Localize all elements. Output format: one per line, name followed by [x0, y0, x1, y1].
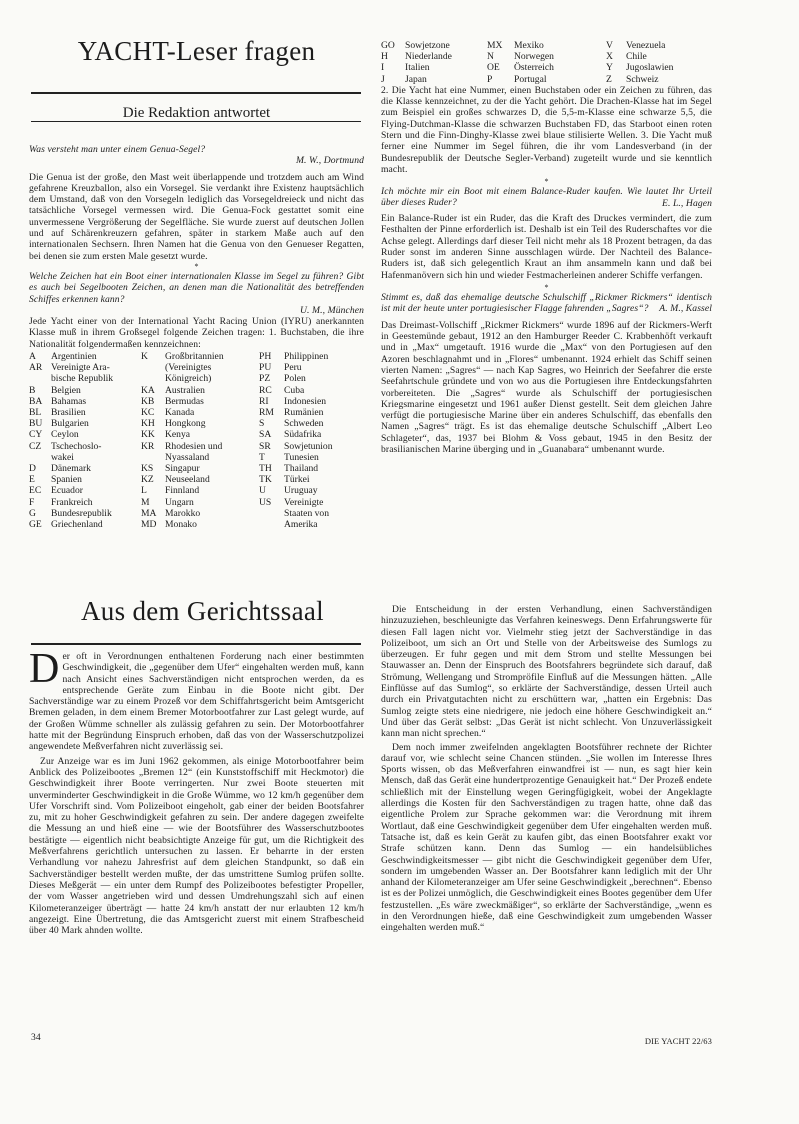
- nation-name: Frankreich: [51, 496, 93, 508]
- nation-code: KZ: [141, 474, 154, 486]
- nation-name: Kenya: [165, 429, 191, 441]
- nation-code: [141, 373, 165, 384]
- nation-name: Neuseeland: [165, 474, 210, 486]
- nation-name: Japan: [405, 73, 427, 85]
- nation-name: Spanien: [51, 474, 82, 486]
- nation-name: Österreich: [514, 62, 554, 74]
- nation-name: Tunesien: [284, 451, 319, 463]
- nation-code: MX: [487, 40, 503, 51]
- nation-name: Vereinigte: [284, 496, 324, 508]
- answer-4: Das Dreimast-Vollschiff „Rickmer Rickmers“ wurde 1896 auf der Rickmers-Werft in Geestemünde gebaut, 1912 an den Hamburger Reeder C. Krabbenhöft verkauft und in „Max“ umgetauft. 1916 wurde die „Max“ von den Portugiesen auf den Azoren beschlagnahmt und in „Flores“ umbenannt. 1924 erhielt das Schiff seinen vierten Namen: „Sagres“ — nach Kap Sagres, wo Heinrich der Seefahrer die erste Seefahrtschule gründete und von wo aus die Portugiesen ihre Entdeckungsfahrten vorbereiteten. Die „Sagres“ wurde als Schulschiff der portugiesischen Kriegsmarine eingesetzt und 1961 außer Dienst gestellt. Seit dem gleichen Jahre verfügt die portugiesische Marine über ein anderes Schulschiff, das ebenfalls den Namen „Sagres“ trägt. Es ist das ehemalige deutsche Schulschiff „Albert Leo Schlageter“, das, 1937 bei Blohm & Voss gebaut, 1945 in den Besitz der brasilianischen Marine überging und in „Guanabara“ umbenannt wurde.: [381, 319, 712, 456]
- nation-name: Tschechoslo-: [51, 440, 102, 452]
- nation-code: RC: [259, 384, 272, 396]
- nation-name: Argentinien: [51, 351, 97, 363]
- separator-star: *: [544, 282, 549, 292]
- nation-code: Z: [606, 73, 612, 85]
- nation-name: Türkei: [284, 474, 310, 486]
- left-column-top: [29, 20, 364, 530]
- answer-2: Jede Yacht einer von der International Yacht Racing Union (IYRU) anerkannten Klasse muß in ihrem Großsegel folgende Zeichen tragen: 1. Buchstaben, die ihre Nationalität folgendermaßen kennzeichnen:: [29, 316, 364, 350]
- nation-name: Singapur: [165, 463, 200, 475]
- nation-name: Cuba: [284, 384, 305, 396]
- nation-name: Staaten von: [284, 507, 330, 519]
- nation-code: A: [29, 351, 36, 363]
- nation-name: bische Republik: [51, 373, 114, 385]
- nation-code: PH: [259, 351, 272, 363]
- nation-code: KK: [141, 429, 155, 441]
- nation-name: Peru: [284, 362, 302, 374]
- court-paragraph-1: Der oft in Verordnungen enthaltenen Forderung nach einer bestimmten Geschwindigkeit, die „gegenüber dem Ufer“ eingehalten werden muß, kann nach Ansicht eines Sachverständigen nicht entsprochen werden, da es entsprechende Geräte zum Einbau in die Boote nicht gibt. Der Sachverständige war zu einem Prozeß vor dem Schiffahrtsgericht beim Amtsgericht Bremen geladen, in dem einem Bremer Motorbootfahrer zur Last gelegt wurde, auf der Großen Wümme schneller als zulässig gefahren zu sein. Der Motorbootfahrer hatte mit der Begründung Einspruch erhoben, daß das von der Wasserschutzpolizei angewendete Meßverfahren nicht zuverlässig sei.: [29, 646, 364, 753]
- page-number: 34: [31, 1032, 41, 1043]
- signature-4: A. M., Kassel: [659, 303, 712, 315]
- nation-name: Rumänien: [284, 407, 324, 419]
- nation-name: Amerika: [284, 519, 318, 531]
- nation-code: KS: [141, 463, 154, 475]
- nation-code: X: [606, 51, 613, 63]
- nation-name: Ceylon: [51, 429, 79, 441]
- drop-cap: D: [29, 646, 60, 692]
- signature-3: E. L., Hagen: [662, 197, 712, 209]
- nation-name: Jugoslawien: [626, 62, 674, 74]
- nation-code: G: [29, 507, 36, 519]
- nation-name: Belgien: [51, 384, 81, 396]
- nation-name: Ecuador: [51, 485, 83, 497]
- nation-code: EC: [29, 485, 42, 497]
- nation-name: (Vereinigtes: [165, 362, 212, 374]
- nation-code: TK: [259, 474, 272, 486]
- nation-code: BA: [29, 395, 43, 407]
- nation-code: CY: [29, 429, 43, 441]
- nation-code: KC: [141, 407, 155, 419]
- nation-name: Norwegen: [514, 51, 554, 63]
- nation-name: Griechenland: [51, 519, 103, 531]
- nation-name: Schweiz: [626, 73, 659, 85]
- nation-code: AR: [29, 362, 43, 374]
- nation-name: Monako: [165, 519, 197, 531]
- nation-name: Vereinigte Ara-: [51, 362, 110, 374]
- nation-code: [141, 362, 165, 373]
- nation-name: Schweden: [284, 418, 324, 430]
- nation-code: M: [141, 496, 150, 508]
- nation-code: SA: [259, 429, 272, 441]
- nation-name: Nyassaland: [165, 451, 210, 463]
- nation-name: Finnland: [165, 485, 200, 497]
- nation-name: Polen: [284, 373, 306, 385]
- nation-code: D: [29, 463, 36, 475]
- nation-name: Sowjetzone: [405, 40, 450, 51]
- nation-code: P: [487, 73, 493, 85]
- nation-code: J: [381, 73, 385, 85]
- nation-name: wakei: [51, 451, 74, 463]
- nation-name: Thailand: [284, 463, 319, 475]
- issue-label: DIE YACHT 22/63: [644, 1036, 712, 1046]
- nation-code: V: [606, 40, 613, 51]
- nation-code: PZ: [259, 373, 271, 385]
- answer-3: Ein Balance-Ruder ist ein Ruder, das die Kraft des Druckes vermindert, die zum Festhalten der Pinne erforderlich ist. Deshalb ist ein Teil des Ruderschaftes vor die Achse gelegt. Allerdings darf dieser Teil nicht mehr als 18 Prozent betragen, da das Ruder sonst im anderen Sinne ausschlagen würde. Der Nachteil des Balance-Ruders ist, daß sich gelegentlich Kraut an ihm ansammeln kann und daß bei Hafenmanövern sich hin und wieder Festmacherleinen anderer Schiffe verfangen.: [381, 213, 712, 281]
- nation-name: Niederlande: [405, 51, 452, 63]
- signature-1: M. W., Dortmund: [295, 155, 364, 167]
- nation-name: Bermudas: [165, 395, 204, 407]
- answer-2-continued: 2. Die Yacht hat eine Nummer, einen Buchstaben oder ein Zeichen zu führen, das die Klasse kennzeichnet, zu der die Yacht gehört. Die Drachen-Klasse hat im Segel zum Beispiel ein großes schwarzes D, die 5,5-m-Klasse eine schwarze 5,5, die Flying-Dutchman-Klasse die schwarzen Buchstaben FD, das Starboot einen roten Stern und die Finn-Dinghy-Klasse zwei blaue stilisierte Wellen. 3. Die Yacht muß ferner eine Nummer im Segel führen, die ihr vom Landesverband (in der Bundesrepublik der Deutsche Segler-Verband) zugeteilt wurde und sie kenntlich macht.: [381, 84, 712, 175]
- nation-name: Italien: [405, 62, 430, 74]
- nation-code: KR: [141, 440, 155, 452]
- nation-code: US: [259, 496, 272, 508]
- nation-name: Ungarn: [165, 496, 194, 508]
- nation-code: I: [381, 62, 385, 74]
- nation-code: F: [29, 496, 35, 508]
- right-column-top: [381, 40, 712, 455]
- nation-code: [29, 373, 51, 384]
- nation-code: U: [259, 485, 266, 497]
- nation-code: MA: [141, 507, 157, 519]
- nation-code: RI: [259, 395, 269, 407]
- nation-code: TH: [259, 463, 272, 475]
- question-3: Ich möchte mir ein Boot mit einem Balance-Ruder kaufen. Wie lautet Ihr Urteil über dieses Ruder?: [381, 186, 712, 209]
- nation-name: Königreich): [165, 373, 212, 385]
- question-4: Stimmt es, daß das ehemalige deutsche Schulschiff „Rickmer Rickmers“ identisch ist mit der heute unter portugiesischer Flagge fahrenden „Sagres“?: [381, 291, 712, 315]
- court-paragraph-3: Die Entscheidung in der ersten Verhandlung, einen Sachverständigen hinzuzuziehen, beschleunigte das Verfahren keineswegs. Denn Erfahrungswerte für diesen Fall lagen nicht vor. Vielmehr stieg jetzt der Sachverständige in das Polizeiboot, um sich an Ort und Stelle von der Arbeitsweise des Sumlogs zu überzeugen. Er fuhr gegen und mit dem Strom und stellte Messungen bei Stauwasser an. Denn der Einspruch des Bootsfahrers begründete sich darauf, daß Strömung, Wellengang und Strompröfile Einfluß auf die Messungen hätten. „Alle Einflüsse auf das Sumlog“, so erklärte der Sachverständige, dessen Urteil auch durch ein Privatgutachten nicht zu erschüttern war, „hatten ein Ergebnis: Das Sumlog zeigte stets eine niedrigere, nie jedoch eine höhere Geschwindigkeit an.“ Und über das Gerät selbst: „Das Gerät ist nicht schlecht. Von Unzuverlässigkeit kann man nicht sprechen.“: [381, 604, 712, 740]
- nation-code: KB: [141, 395, 155, 407]
- nation-code-table: [29, 351, 364, 530]
- nation-code: B: [29, 384, 36, 396]
- nation-name: Mexiko: [514, 40, 544, 51]
- nation-code: MD: [141, 519, 157, 531]
- nation-code: S: [259, 418, 265, 430]
- nation-name: Uruguay: [284, 485, 318, 497]
- court-paragraph-4: Dem noch immer zweifelnden angeklagten Bootsführer rechnete der Richter darauf vor, wie schlecht seine Chancen stünden. „Sie wollen im Interesse Ihres Sports wissen, ob das Meßverfahren einwandfrei ist — nun, es sagt hier kein Mensch, daß das Gerät eine hundertprozentige Genauigkeit hat.“ Der Prozeß endete schließlich mit der Einstellung wegen Geringfügigkeit, wobei der Angeklagte allerdings die Kosten für den Sachverständigen zu tragen hatte, ohne daß das eigentliche Prolem zur Sprache gekommen war: die Verordnung mit ihrem Wortlaut, daß eine Geschwindigkeit gegenüber dem Ufer eingehalten werden muß. Tatsache ist, daß es kein Gerät zu kaufen gibt, das einen Bootsfahrer exakt vor Strafe schützen kann. Denn das Sumlog — ein handelsübliches Geschwindigkeitsmesser — gibt nicht die Geschwindigkeit gegenüber dem Ufer, sondern im umgebenden Wasser an. Der Bootsfahrer kann lediglich mit der Uhr anhand der Kilometeranzeiger am Ufer seine Geschwindigkeit „berechnen“. Ebenso ist es der Polizei unmöglich, die Geschwindigkeit eines Bootes gegenüber dem Ufer festzustellen. „Es wäre zweckmäßiger“, so erklärte der Sachverständige, „wenn es in den Verordnungen hieße, daß eine Geschwindigkeit zum umgebenden Wasser eingehalten werden muß.“: [381, 741, 713, 934]
- nation-name: Portugal: [514, 73, 547, 85]
- signature-2: U. M., München: [299, 304, 364, 316]
- nation-code: E: [29, 474, 35, 486]
- divider: [31, 643, 361, 645]
- nation-code: H: [381, 51, 388, 63]
- section-subtitle: Die Redaktion antwortet: [122, 105, 271, 121]
- nation-code: [259, 519, 284, 530]
- nation-name: Marokko: [165, 507, 201, 519]
- nation-code: SR: [259, 440, 271, 452]
- nation-code: KH: [141, 418, 155, 430]
- nation-name: Südafrika: [284, 429, 322, 441]
- court-paragraph-2: Zur Anzeige war es im Juni 1962 gekommen, als einige Motorbootfahrer beim Anblick des Polizeibootes „Bremen 12“ (ein Kunststoffschiff mit Heckmotor) die Geschwindigkeit ihrer Boote verringerten. Nur zwei Boote steuerten mit unverminderter Geschwindigkeit in die Große Wümme, wo 12 km/h gegenüber dem Ufer Vorschrift sind. Vom Polizeiboot eingeholt, gab einer der beiden Bootsfahrer zu, mit zu hoher Geschwindigkeit gefahren zu sein. Der andere dagegen zweifelte die Messung an und hieß eine — wie der Bootsführer des Wasserschutzbootes bestätigte — eigentlich nicht beabsichtigte Anzeige für gut, um die Richtigkeit des Meßverfahrens gerichtlich untersuchen zu lassen. Er beharrte in der ersten Verhandlung vor nahezu Jahresfrist auf dem gleichen Standpunkt, so daß ein Sachverständiger bestellt werden mußte, der das umstrittene Sumlog prüfen sollte. Dieses Meßgerät — ein unter dem Rumpf des Polizeibootes befestigter Propeller, der vom Wasser angetrieben wird und dessen Umdrehungszahl sich auf einen Kilometeranzeiger überträgt — hatte 24 km/h anstatt der nur erlaubten 12 km/h angezeigt. Eine Übertretung, die das Amtsgericht zuerst mit einem Strafbescheid über 40 Mark ahnden wollte.: [29, 755, 364, 937]
- nation-name: Indonesien: [284, 395, 327, 407]
- nation-name: Rhodesien und: [165, 440, 223, 452]
- nation-name: Großbritannien: [165, 351, 224, 363]
- nation-code: Y: [606, 62, 613, 74]
- nation-code: KA: [141, 384, 155, 396]
- nation-name: Chile: [626, 51, 647, 63]
- nation-code: BU: [29, 418, 43, 430]
- nation-name: Philippinen: [284, 351, 329, 363]
- answer-1: Die Genua ist der große, den Mast weit überlappende und trotzdem auch am Wind gefahrene Kreuzballon, also ein Vorsegel. Sie verdankt ihre Existenz hauptsächlich dem Umstand, daß von den Vorsegeln lediglich das Vorsegeldreieck und nicht das tatsächliche Vorsegel vermessen wird. Die Genua-Fock gestattet somit eine unvermessene Vergrößerung der Segelfläche. Sie wurde zuerst auf deutschen Jollen und auf Schärenkreuzern gefahren, später in starkem Maße auch auf den internationalen Sechsern. Ihren Namen hat die Genua von den Genueser Regatten, bei denen sie zum ersten Male gesetzt wurde.: [29, 171, 364, 262]
- nation-code: [141, 452, 165, 463]
- nation-code: [29, 452, 51, 463]
- nation-name: Venezuela: [626, 40, 666, 51]
- nation-code-table-cont: [381, 40, 712, 85]
- section-title-gericht: Aus dem Gerichtssaal: [81, 596, 324, 626]
- nation-code: [259, 508, 284, 519]
- separator-star: *: [194, 261, 199, 271]
- nation-name: Hongkong: [165, 418, 206, 430]
- separator-star: *: [544, 177, 549, 187]
- nation-name: Australien: [165, 384, 205, 396]
- question-2: Welche Zeichen hat ein Boot einer internationalen Klasse im Segel zu führen? Gibt es auch bei Segelbooten Zeichen, an denen man die Nationalität des betreffenden Schiffes erkennen kann?: [29, 270, 364, 305]
- nation-code: N: [487, 51, 494, 63]
- question-1: Was versteht man unter einem Genua-Segel?: [29, 144, 206, 155]
- left-column-bottom: [29, 596, 364, 936]
- divider: [31, 121, 361, 122]
- nation-code: T: [259, 451, 265, 463]
- nation-name: Brasilien: [51, 407, 86, 419]
- nation-code: OE: [487, 62, 500, 74]
- nation-name: Kanada: [165, 407, 195, 419]
- divider: [31, 92, 361, 94]
- nation-name: Dänemark: [51, 463, 91, 475]
- nation-name: Bahamas: [51, 395, 87, 407]
- section-title-leser: YACHT-Leser fragen: [77, 36, 316, 66]
- nation-name: Bundesrepublik: [51, 507, 112, 519]
- nation-code: K: [141, 351, 148, 363]
- right-column-bottom: [381, 604, 712, 934]
- nation-name: Sowjetunion: [284, 440, 333, 452]
- nation-code: PU: [259, 362, 272, 374]
- nation-code: CZ: [29, 440, 42, 452]
- nation-name: Bulgarien: [51, 418, 89, 430]
- nation-code: L: [141, 485, 147, 497]
- nation-code: BL: [29, 407, 42, 419]
- nation-code: GO: [381, 40, 395, 51]
- nation-code: RM: [259, 407, 274, 419]
- nation-code: GE: [29, 519, 42, 531]
